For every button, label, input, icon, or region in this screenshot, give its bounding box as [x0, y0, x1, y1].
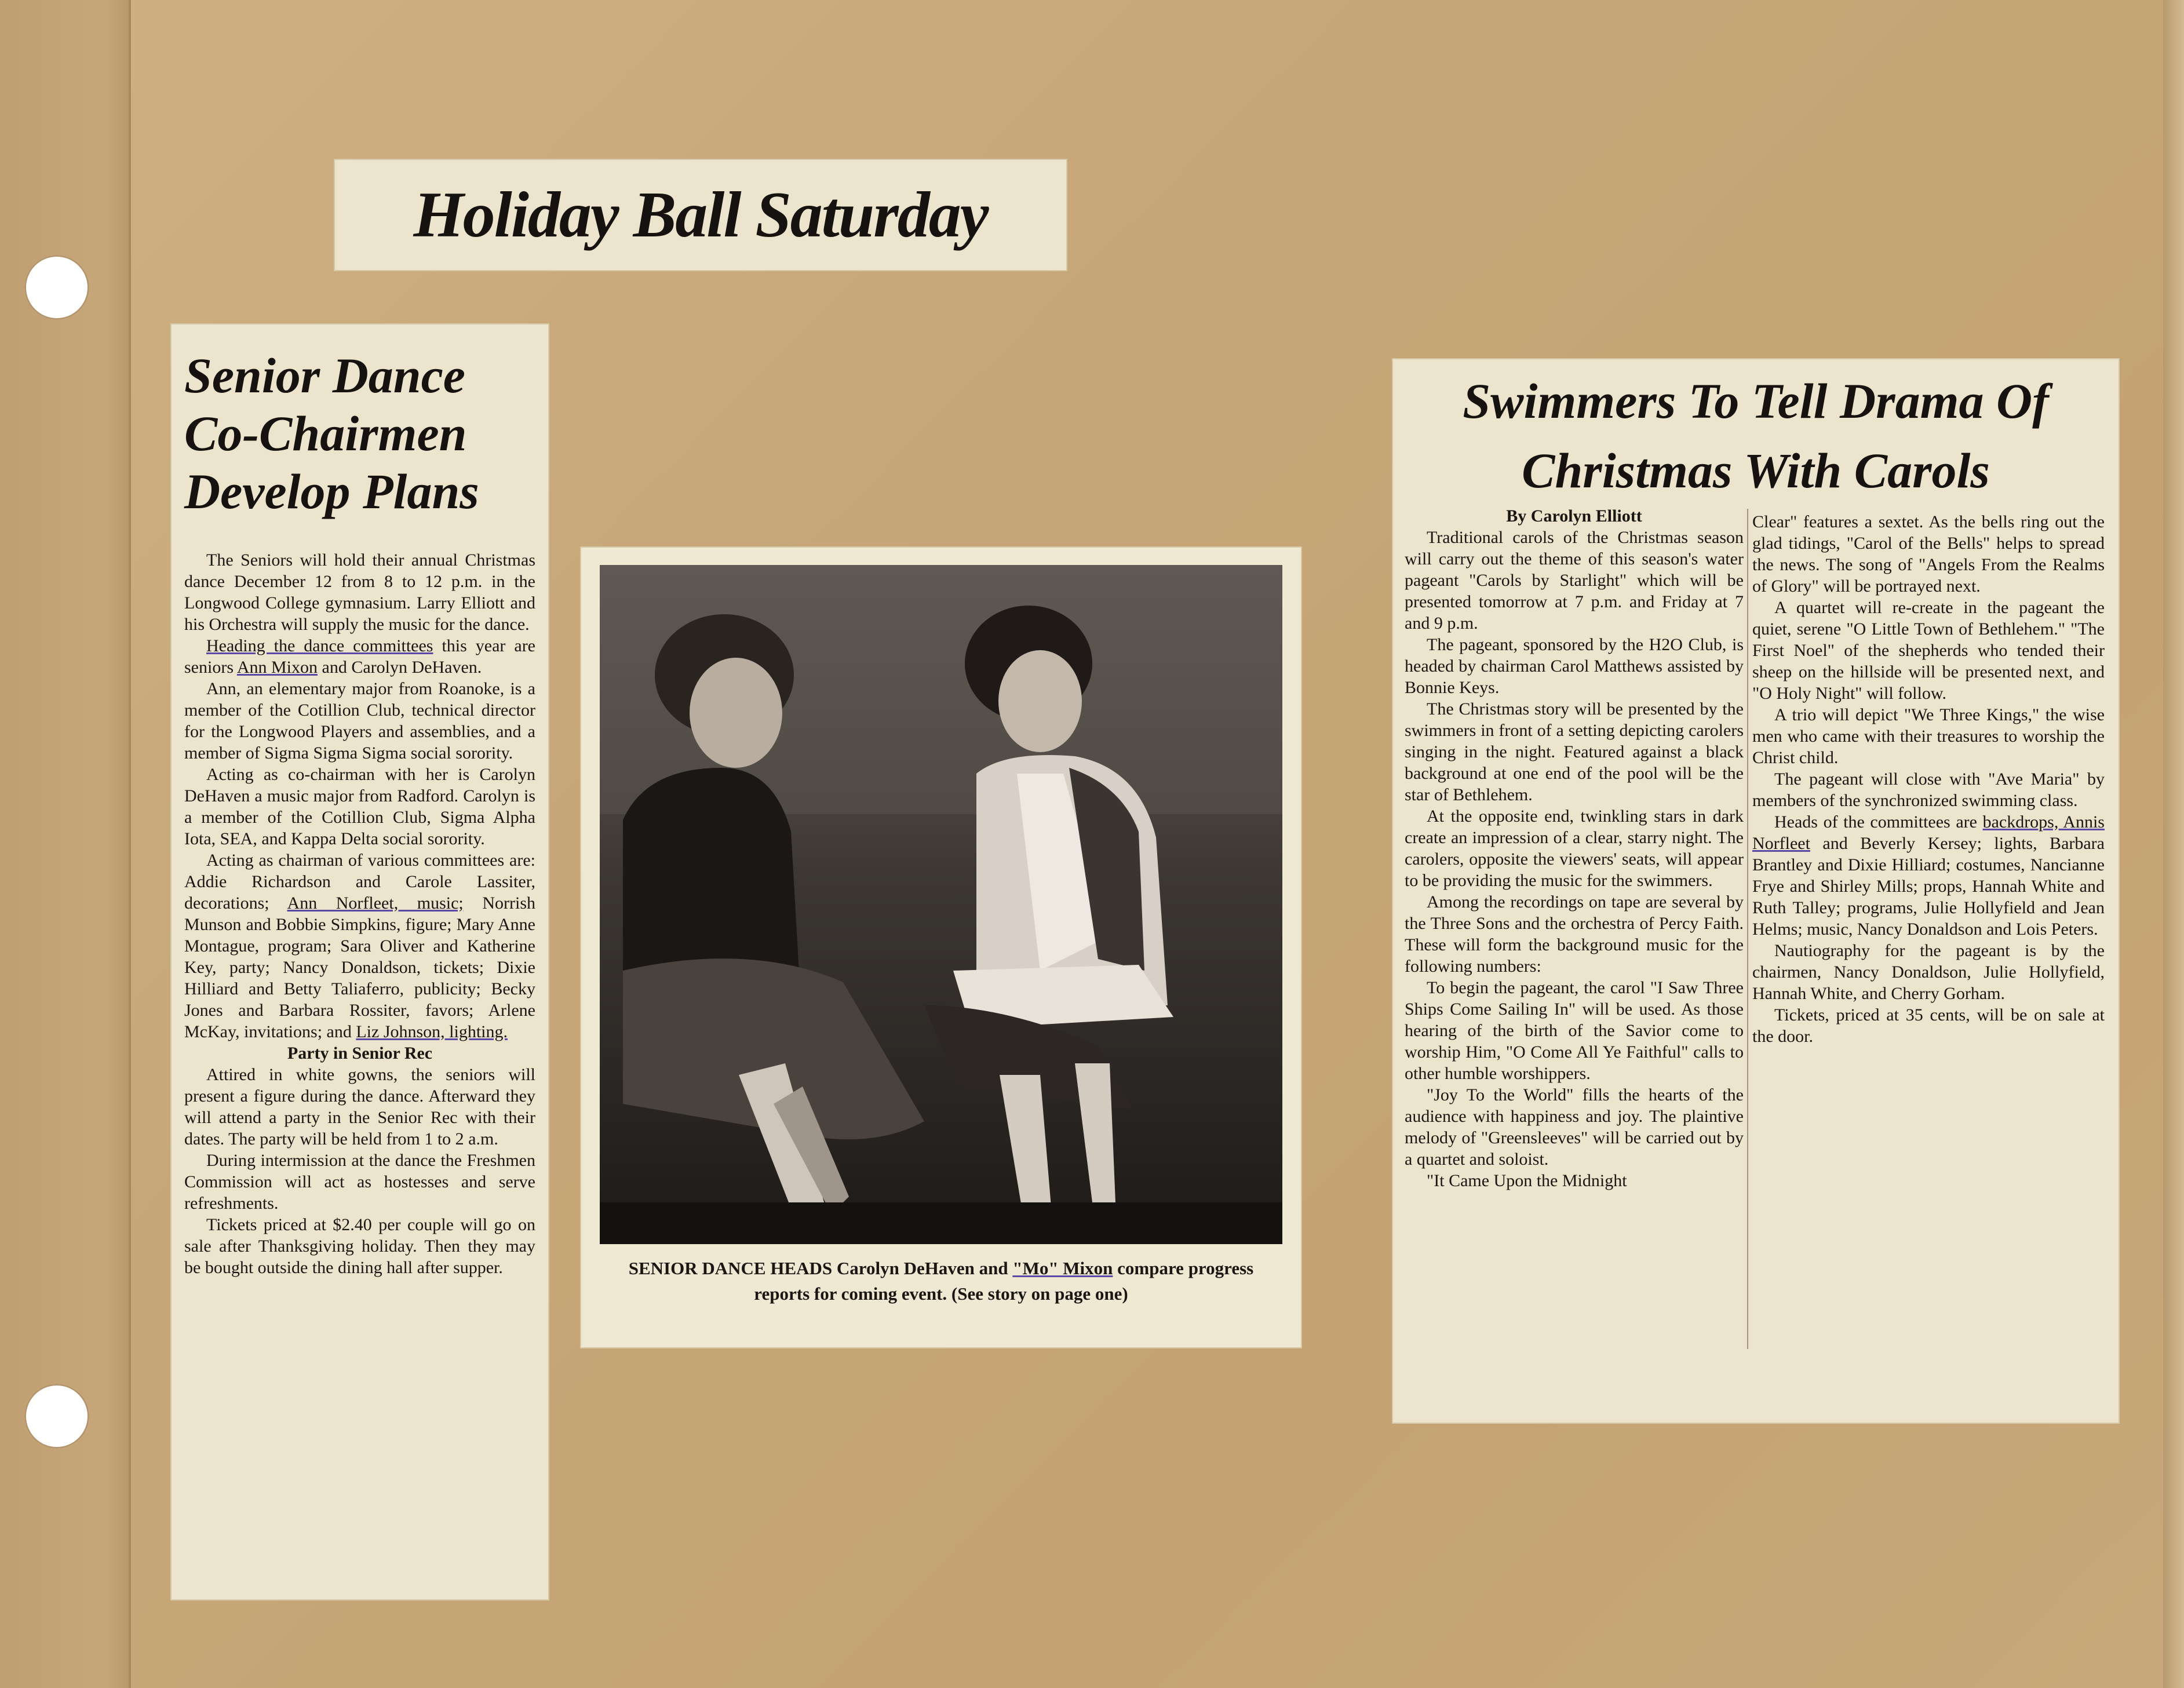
photo-illustration: [600, 565, 1282, 1244]
senior-paragraph: Acting as co-chairman with her is Carolyn DeHaven a music major from Radford. Carolyn is a member of the Cotillion Club, Sigma Alpha Iota, SEA, and Kappa Delta social sorority.: [184, 765, 535, 848]
underlined-text: "Mo" Mixon: [1012, 1258, 1113, 1278]
underlined-text: Liz Johnson, lighting.: [356, 1022, 508, 1041]
swim-paragraph: Clear" features a sextet. As the bells ring out the glad tidings, "Carol of the Bells" helps to spread the news. The song of "Angels From the Realms of Glory" will be portrayed next.: [1752, 512, 2105, 596]
punch-hole-bottom: [24, 1384, 89, 1449]
senior-article-headline: Senior Dance Co-Chairmen Develop Plans: [184, 348, 479, 519]
swim-paragraph: Tickets, priced at 35 cents, will be on sale at the door.: [1752, 1005, 2105, 1046]
swim-paragraph: Nautiography for the pageant is by the chairmen, Nancy Donaldson, Julie Hollyfield, Hannah White, and Cherry Gorham.: [1752, 941, 2105, 1003]
swimmers-article: [1393, 359, 2119, 1423]
senior-paragraph: During intermission at the dance the Freshmen Commission will act as hostesses and serve refreshments.: [184, 1151, 535, 1213]
column-rule: [1747, 509, 1748, 1349]
binding-fold: [129, 0, 131, 1688]
senior-paragraph: [184, 850, 535, 1042]
text-run: and Beverly Kersey; lights, Barbara Brantley and Dixie Hilliard; costumes, Nancianne Frye and Shirley Mills; props, Hannah White and Ruth Talley; programs, Julie Hollyfield and Jean Helms; music, Nancy Donaldson and Lois Peters.: [1752, 834, 2105, 939]
banner-title: Holiday Ball Saturday: [413, 178, 988, 251]
holiday-ball-banner-clipping: [335, 160, 1066, 270]
text-run: Acting as chairman of various committees are: Addie Richardson and Carole Lassiter, decorations;: [184, 851, 535, 913]
senior-subhead: Party in Senior Rec: [287, 1044, 433, 1063]
underlined-text: Ann Mixon: [236, 658, 318, 677]
photo-caption: [599, 1256, 1284, 1307]
swim-byline: By Carolyn Elliott: [1506, 506, 1642, 526]
swim-paragraph: "It Came Upon the Midnight: [1427, 1171, 1627, 1190]
punch-hole-top: [24, 255, 89, 320]
underlined-text: Heading the dance committees: [206, 636, 433, 655]
swim-paragraph: Among the recordings on tape are several by the Three Sons and the orchestra of Percy Faith. These will form the background music for the following numbers:: [1405, 892, 1744, 976]
swim-paragraph: To begin the pageant, the carol "I Saw Three Ships Come Sailing In" will be used. As those hearing of the birth of the Savior come to worship Him, "O Come All Ye Faithful" calls to other humble worshippers.: [1405, 978, 1744, 1083]
swim-paragraph: The pageant, sponsored by the H2O Club, is headed by chairman Carol Matthews assisted by Bonnie Keys.: [1405, 635, 1744, 697]
senior-paragraph: Tickets priced at $2.40 per couple will go on sale after Thanksgiving holiday. Then they may be bought outside the dining hall after supper.: [184, 1215, 535, 1277]
text-run: and Carolyn DeHaven.: [318, 658, 482, 677]
text-run: Heads of the committees are: [1774, 812, 1983, 832]
swim-paragraph: At the opposite end, twinkling stars in dark create an impression of a clear, starry night. The carolers, opposite the viewers' seats, will appear to be providing the music for the swimmers.: [1405, 807, 1744, 890]
text-run: this year are seniors: [184, 636, 535, 677]
senior-paragraph: Ann, an elementary major from Roanoke, is a member of the Cotillion Club, technical director for the Longwood Players and assemblies, and a member of Sigma Sigma Sigma social sorority.: [184, 679, 535, 763]
swim-paragraph: The Christmas story will be presented by the swimmers in front of a setting depicting carolers singing in the night. Featured against a black background at one end of the pool will be the star of Bethlehem.: [1405, 699, 1744, 804]
senior-paragraph: [184, 635, 535, 678]
text-run: Norrish Munson and Bobbie Simpkins, figure; Mary Anne Montague, program; Sara Oliver and Katherine Key, party; Nancy Donaldson, tickets; Dixie Hilliard and Betty Taliaferro, publicity; Becky Jones and Barbara Rossiter, favors; Arlene McKay, invitations; and: [184, 894, 536, 1041]
swim-paragraph: Traditional carols of the Christmas season will carry out the theme of this season's water pageant "Carols by Starlight" which will be presented tomorrow at 7 p.m. and Friday at 7 and 9 p.m.: [1405, 528, 1744, 633]
swim-article-headline: Swimmers To Tell Drama Of Christmas With Carols: [1463, 373, 2049, 498]
swim-paragraph: A quartet will re-create in the pageant the quiet, serene "O Little Town of Bethlehem." "The First Noel" of the shepherds who tended their sheep on the hillside will be presented next, and "O Holy Night" will follow.: [1752, 598, 2105, 703]
underlined-text: Ann Norfleet, music;: [287, 894, 464, 913]
senior-paragraph: Attired in white gowns, the seniors will present a figure during the dance. Afterward they will attend a party in the Senior Rec with their dates. The party will be held from 1 to 2 a.m.: [184, 1065, 535, 1149]
swim-paragraph: [1752, 811, 2105, 940]
page-edge: [2163, 0, 2184, 1688]
swim-column-1: [1405, 505, 1744, 1191]
swim-paragraph: A trio will depict "We Three Kings," the wise men who came with their treasures to worship the Christ child.: [1752, 705, 2105, 767]
newspaper-photo: [600, 565, 1282, 1244]
underlined-text: backdrops, Annis Norfleet: [1752, 812, 2105, 853]
caption-text: SENIOR DANCE HEADS Carolyn DeHaven and: [628, 1258, 1013, 1278]
caption-text: compare progress reports for coming event. (See story on page one): [754, 1258, 1254, 1304]
senior-dance-article: [172, 325, 548, 1599]
photo-clipping: [581, 548, 1301, 1347]
senior-paragraph: The Seniors will hold their annual Christmas dance December 12 from 8 to 12 p.m. in the Longwood College gymnasium. Larry Elliott and his Orchestra will supply the music for the dance.: [184, 550, 535, 634]
swim-column-2: [1752, 511, 2105, 1047]
swim-paragraph: The pageant will close with "Ave Maria" by members of the synchronized swimming class.: [1752, 770, 2105, 810]
swim-paragraph: "Joy To the World" fills the hearts of the audience with happiness and joy. The plaintive melody of "Greensleeves" will be carried out by a quartet and soloist.: [1405, 1085, 1744, 1169]
